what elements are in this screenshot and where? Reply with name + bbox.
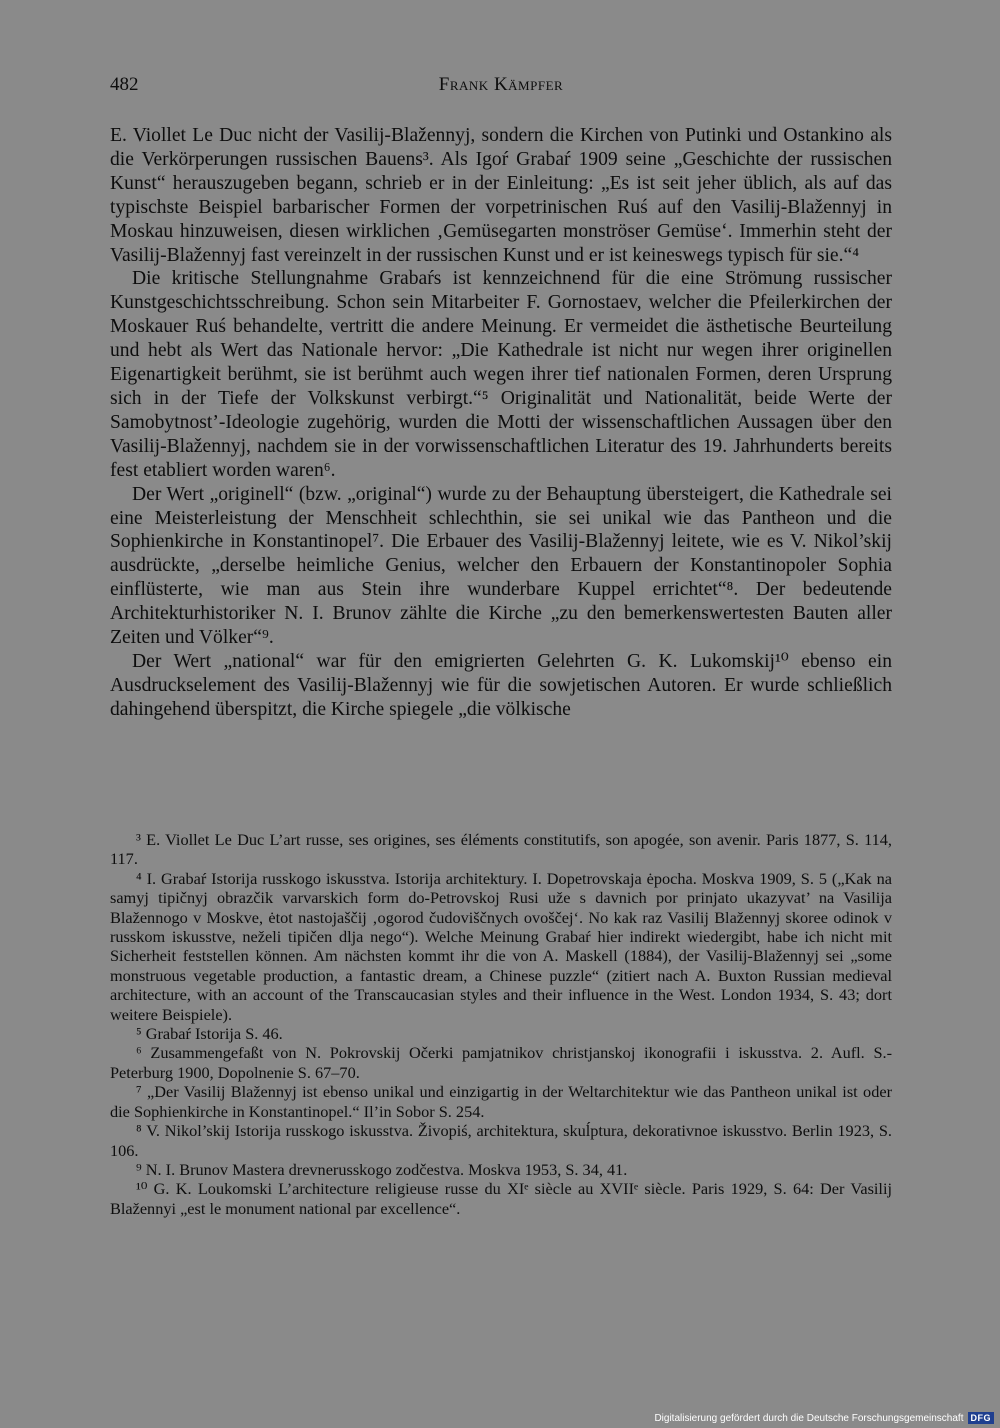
footnote: ⁹ N. I. Brunov Mastera drevnerusskogo zodčestva. Moskva 1953, S. 34, 41. (136, 1159, 628, 1179)
footnote: ⁷ „Der Vasilij Blažennyj ist ebenso unikal und einzigartig in der Weltarchitektur wie das Pantheon unikal ist oder die Sophienkirche in Konstantinopel.“ Il’in Sobor S. 254. (110, 1082, 892, 1121)
digitization-footer (654, 1410, 994, 1426)
footnote: ⁵ Grabaŕ Istorija S. 46. (136, 1024, 283, 1044)
footnote: ⁶ Zusammengefaßt von N. Pokrovskij Očerki pamjatnikov christjanskoj ikonografii i iskusstva. 2. Aufl. S.-Peterburg 1900, Dopolnenie S. 67–70. (110, 1043, 892, 1082)
paragraph: Der Wert „originell“ (bzw. „original“) wurde zu der Behauptung übersteigert, die Kathedrale sei eine Meisterleistung der Menschheit schlechthin, sie sei unikal wie das Pantheon und die Sophienkirche in Konstantinopel⁷. Die Erbauer des Vasilij-Blažennyj leitete, wie es V. Nikol’skij ausdrückte, „derselbe heimliche Genius, welcher den Erbauern der Konstantinopoler Sophia einflüsterte, wie man aus Stein ihre wunderbare Kuppel errichtet“⁸. Der bedeutende Architekturhistoriker N. I. Brunov zählte die Kirche „zu den bemerkenswertesten Bauten aller Zeiten und Völker“⁹. (110, 483, 892, 649)
page-number: 482 (110, 74, 139, 95)
footnote: ³ E. Viollet Le Duc L’art russe, ses origines, ses éléments constitutifs, son apogée, son avenir. Paris 1877, S. 114, 117. (110, 830, 892, 869)
funding-note: Digitalisierung gefördert durch die Deutsche Forschungsgemeinschaft (654, 1412, 964, 1424)
footnote: ¹⁰ G. K. Loukomski L’architecture religieuse russe du XIᵉ siècle au XVIIᵉ siècle. Paris 1929, S. 64: Der Vasilij Blažennyi „est le monument national par excellence“. (110, 1179, 892, 1218)
main-text (110, 124, 892, 722)
running-head: Frank Kämpfer (438, 74, 564, 95)
footnotes (110, 830, 892, 1218)
dfg-logo: DFG (968, 1412, 995, 1424)
paragraph: Der Wert „national“ war für den emigrierten Gelehrten G. K. Lukomskij¹⁰ ebenso ein Ausdruckselement des Vasilij-Blažennyj wie für die sowjetischen Autoren. Er wurde schließlich dahingehend überspitzt, die Kirche spiegele „die völkische (110, 650, 892, 720)
footnote: ⁸ V. Nikol’skij Istorija russkogo iskusstva. Živopiś, architektura, skuĺptura, dekorativnoe iskusstvo. Berlin 1923, S. 106. (110, 1121, 892, 1160)
page-header (110, 74, 892, 102)
paragraph: Die kritische Stellungnahme Grabaŕs ist kennzeichnend für die eine Strömung russischer Kunstgeschichtsschreibung. Schon sein Mitarbeiter F. Gornostaev, welcher die Pfeilerkirchen der Moskauer Ruś behandelte, vertritt die andere Meinung. Er vermeidet die ästhetische Beurteilung und hebt als Wert das Nationale hervor: „Die Kathedrale ist nicht nur wegen ihrer originellen Eigenartigkeit berühmt, sie ist berühmt auch wegen ihrer tief nationalen Formen, deren Ursprung sich in der Tiefe der Volkskunst verbirgt.“⁵ Originalität und Nationalität, beide Werte der Samobytnost’-Ideologie zugehörig, wurden die Motti der wissenschaftlichen Aussagen über den Vasilij-Blažennyj, nachdem sie in der vorwissenschaftlichen Literatur des 19. Jahrhunderts bereits fest etabliert worden waren⁶. (110, 268, 892, 481)
paragraph: E. Viollet Le Duc nicht der Vasilij-Blažennyj, sondern die Kirchen von Putinki und Ostankino als die Verkörperungen russischen Bauens³. Als Igoŕ Grabaŕ 1909 seine „Geschichte der russischen Kunst“ herauszugeben begann, schrieb er in der Einleitung: „Es ist seit jeher üblich, als auf das typischste Beispiel barbarischer Formen der vorpetrinischen Ruś auf den Vasilij-Blažennyj in Moskau hinzuweisen, diesen wirklichen ‚Gemüsegarten monströser Gemüse‘. Immerhin steht der Vasilij-Blažennyj fast vereinzelt in der russischen Kunst und er ist keineswegs typisch für sie.“⁴ (110, 125, 892, 266)
footnote: ⁴ I. Grabaŕ Istorija russkogo iskusstva. Istorija architektury. I. Dopetrovskaja ėpocha. Moskva 1909, S. 5 („Kak na samyj tipičnyj obrazčik varvarskich form do-Petrovskoj Rusi uže s davnich por prinjato ukazyvat’ na Vasilija Blažennogo v Moskve, ėtot nastojaščij ‚ogorod čudoviščnych ovoščej‘. No kak raz Vasilij Blažennyj skoree odinok v russkom iskusstve, neželi tipičen dlja nego“). Welche Meinung Grabaŕ hier indirekt wiedergibt, habe ich nicht mit Sicherheit feststellen können. Am nächsten kommt ihr die von A. Maskell (1884), der Vasilij-Blažennyj sei „some monstruous vegetable production, a fantastic dream, a Chinese puzzle“ (zitiert nach A. Buxton Russian medieval architecture, with an account of the Transcaucasian styles and their influence in the West. London 1934, S. 43; dort weitere Beispiele). (110, 868, 892, 1024)
